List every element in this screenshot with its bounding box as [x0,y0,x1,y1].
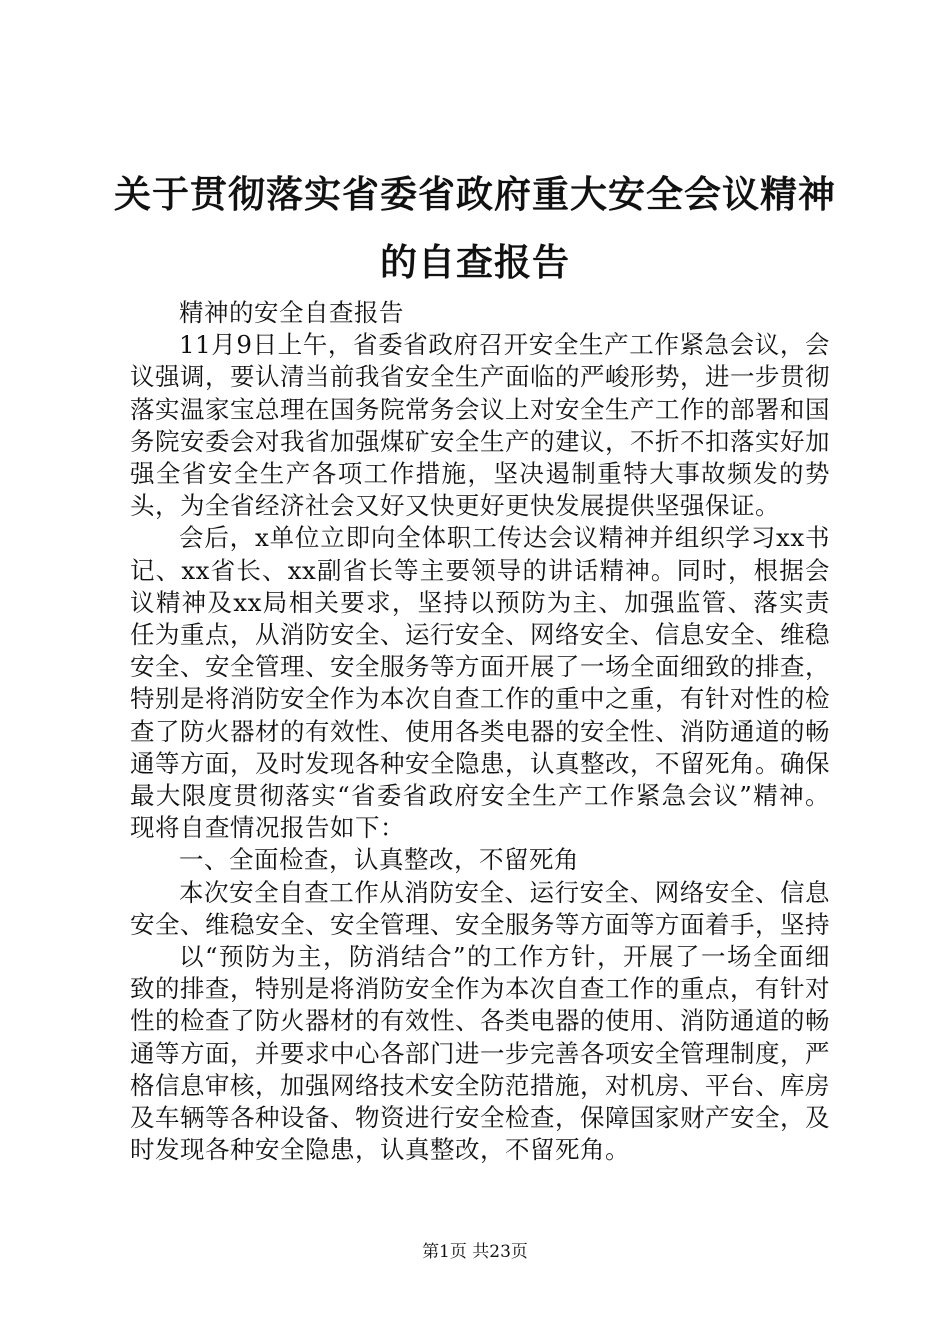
paragraph-prevention: 以“预防为主，防消结合”的工作方针，开展了一场全面细致的排查，特别是将消防安全作为本次自查工作的重点，有针对性的检查了防火器材的有效性、各类电器的使用、消防通道的畅通等方面，并要求中心各部门进一步完善各项安全管理制度，严格信息审核，加强网络技术安全防范措施，对机房、平台、库房及车辆等各种设备、物资进行安全检查，保障国家财产安全，及时发现各种安全隐患，认真整改，不留死角。 [130,942,830,1165]
paragraph-after-meeting: 会后，x单位立即向全体职工传达会议精神并组织学习xx书记、xx省长、xx副省长等主要领导的讲话精神。同时，根据会议精神及xx局相关要求，坚持以预防为主、加强监管、落实责任为重点，从消防安全、运行安全、网络安全、信息安全、维稳安全、安全管理、安全服务等方面开展了一场全面细致的排查，特别是将消防安全作为本次自查工作的重中之重，有针对性的检查了防火器材的有效性、使用各类电器的安全性、消防通道的畅通等方面，及时发现各种安全隐患，认真整改，不留死角。确保最大限度贯彻落实“省委省政府安全生产工作紧急会议”精神。现将自查情况报告如下： [130,523,830,843]
page-footer: 第1页 共23页 [422,1242,528,1262]
document-title: 关于贯彻落实省委省政府重大安全会议精神的自查报告 [114,172,836,284]
paragraph-meeting: 11月9日上午，省委省政府召开安全生产工作紧急会议，会议强调，要认清当前我省安全生产面临的严峻形势，进一步贯彻落实温家宝总理在国务院常务会议上对安全生产工作的部署和国务院安委会对我省加强煤矿安全生产的建议，不折不扣落实好加强全省安全生产各项工作措施，坚决遏制重特大事故频发的势头，为全省经济社会又好又快更好更快发展提供坚强保证。 [130,330,830,521]
document-body [130,297,830,1166]
section-heading-1: 一、全面检查，认真整改，不留死角 [179,845,579,875]
paragraph-self-check: 本次安全自查工作从消防安全、运行安全、网络安全、信息安全、维稳安全、安全管理、安全服务等方面等方面着手，坚持 [130,877,830,939]
paragraph-subtitle: 精神的安全自查报告 [179,298,404,327]
